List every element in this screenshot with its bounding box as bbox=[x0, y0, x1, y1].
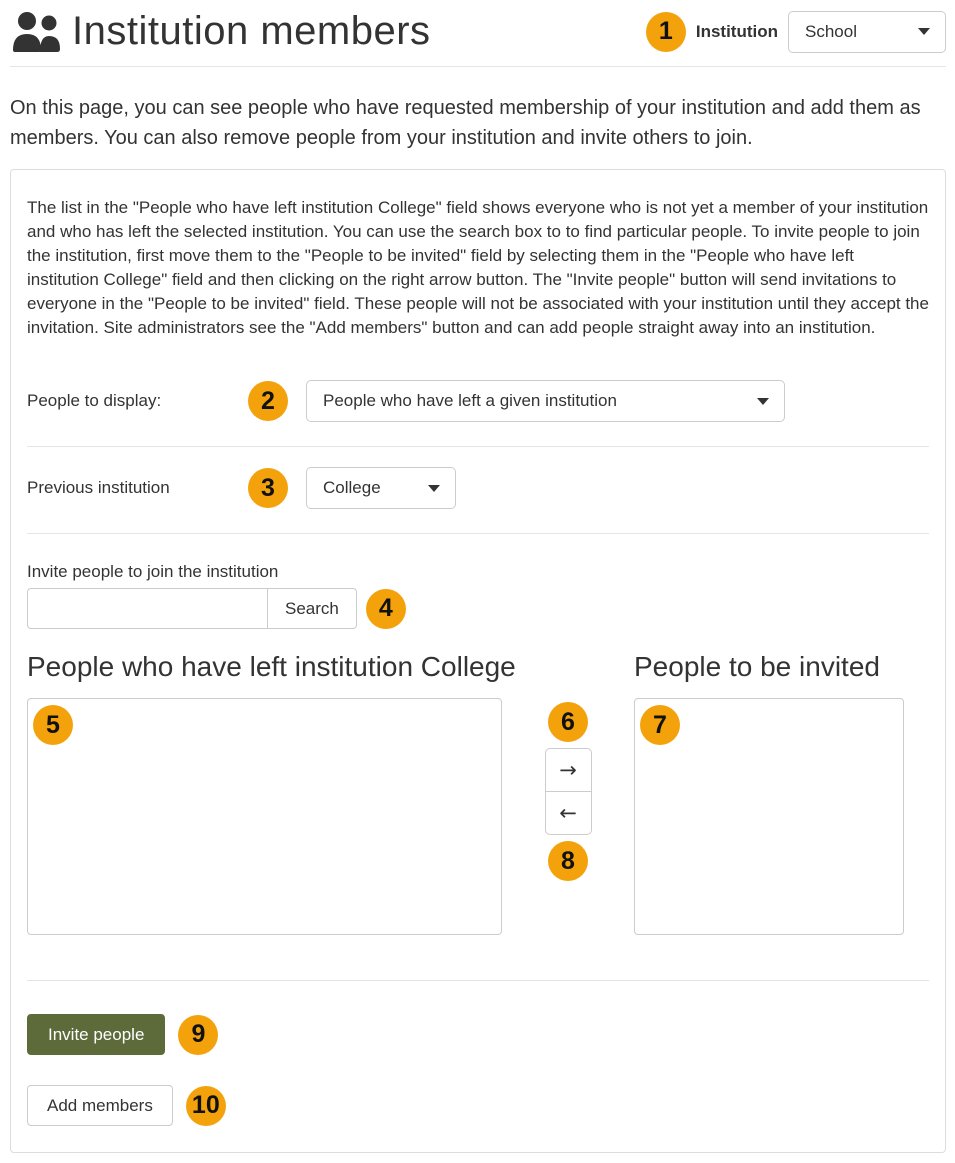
intro-text: On this page, you can see people who have requested membership of your institution and add them as members. You can also remove people from your institution and invite others to join. bbox=[10, 97, 921, 149]
title-wrap bbox=[10, 9, 431, 54]
institution-select-value: School bbox=[805, 21, 857, 41]
left-listbox[interactable] bbox=[27, 698, 502, 935]
section-divider bbox=[27, 980, 929, 981]
caret-down-icon bbox=[918, 28, 930, 35]
invite-search-label: Invite people to join the institution bbox=[27, 562, 279, 581]
panel-description: The list in the "People who have left institution College" field shows everyone who is not yet a member of your institution and who has left the selected institution. You can use the search box to to find particular people. To invite people to join the institution, first move them to the "People to be invited" field by selecting them in the "People who have left institution College" field and then clicking on the right arrow button. The "Invite people" button will send invitations to everyone in the "People to be invited" field. These people will not be associated with your institution until they accept the invitation. Site administrators see the "Add members" button and can add people straight away into an institution. bbox=[27, 198, 929, 337]
invite-action-row bbox=[27, 1014, 929, 1055]
previous-institution-label: Previous institution bbox=[27, 478, 170, 497]
invite-search-section bbox=[27, 562, 929, 629]
search-button[interactable]: Search bbox=[267, 588, 357, 629]
search-bar bbox=[27, 588, 929, 629]
move-right-button[interactable] bbox=[545, 748, 592, 792]
annotation-badge-2: 2 bbox=[248, 381, 288, 421]
institution-switcher bbox=[646, 11, 946, 53]
people-to-display-select[interactable] bbox=[306, 380, 785, 422]
annotation-badge-8: 8 bbox=[548, 841, 588, 881]
annotation-badge-3: 3 bbox=[248, 468, 288, 508]
left-arrow-icon: ← bbox=[559, 801, 577, 825]
right-listbox[interactable] bbox=[634, 698, 904, 935]
people-to-display-row bbox=[27, 378, 929, 447]
annotation-badge-9: 9 bbox=[178, 1015, 218, 1055]
form-panel bbox=[10, 169, 946, 1153]
institution-label: Institution bbox=[695, 21, 778, 41]
dual-list-section bbox=[27, 629, 929, 935]
caret-down-icon bbox=[757, 398, 769, 405]
add-members-action-row bbox=[27, 1085, 929, 1126]
people-to-display-select-value: People who have left a given institution bbox=[323, 391, 617, 410]
left-list-column bbox=[27, 629, 516, 935]
add-members-button[interactable]: Add members bbox=[27, 1085, 173, 1126]
previous-institution-select[interactable] bbox=[306, 467, 456, 509]
page-title: Institution members bbox=[72, 9, 431, 53]
annotation-badge-1: 1 bbox=[646, 12, 686, 52]
move-left-button[interactable] bbox=[545, 791, 592, 835]
annotation-badge-6: 6 bbox=[548, 702, 588, 742]
left-list-heading: People who have left institution College bbox=[27, 651, 516, 682]
page-header bbox=[10, 0, 946, 67]
previous-institution-row bbox=[27, 447, 929, 534]
right-arrow-icon: → bbox=[559, 758, 577, 782]
annotation-badge-7: 7 bbox=[640, 705, 680, 745]
annotation-badge-5: 5 bbox=[33, 705, 73, 745]
move-button-group bbox=[545, 748, 592, 835]
right-list-column bbox=[634, 629, 904, 935]
move-buttons-column bbox=[502, 629, 634, 881]
caret-down-icon bbox=[428, 485, 440, 492]
users-icon bbox=[10, 12, 60, 52]
search-input[interactable] bbox=[27, 588, 267, 629]
annotation-badge-10: 10 bbox=[186, 1086, 226, 1126]
invite-people-button[interactable]: Invite people bbox=[27, 1014, 165, 1055]
people-to-display-label: People to display: bbox=[27, 391, 162, 410]
right-list-heading: People to be invited bbox=[634, 651, 880, 682]
previous-institution-select-value: College bbox=[323, 478, 381, 497]
annotation-badge-4: 4 bbox=[366, 589, 406, 629]
institution-select[interactable] bbox=[788, 11, 946, 53]
